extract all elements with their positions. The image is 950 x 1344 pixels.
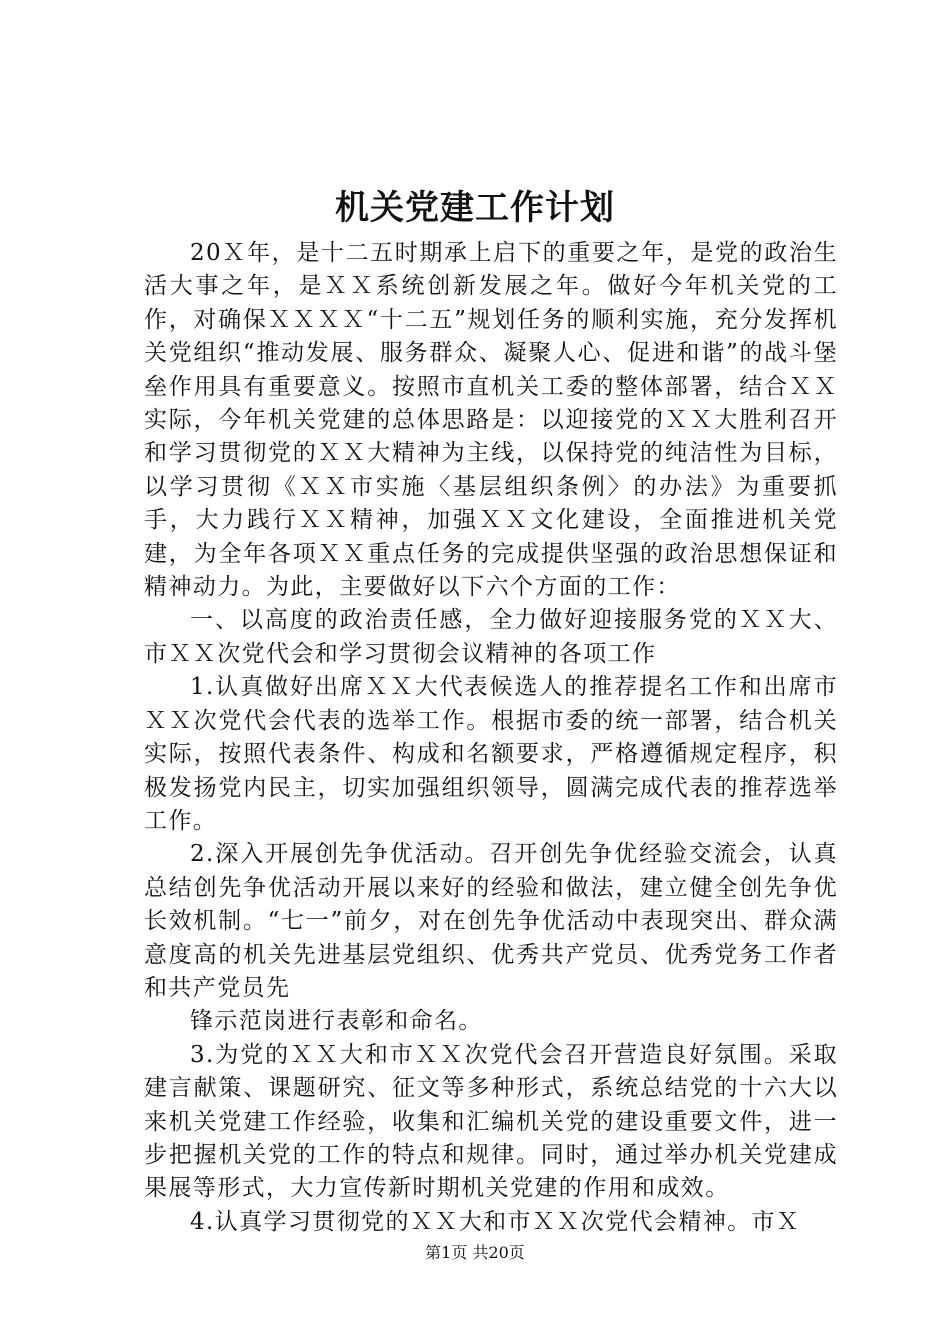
- section-heading-1: 一、以高度的政治责任感，全力做好迎接服务党的ＸＸ大、市ＸＸ次党代会和学习贯彻会议精神的各项工作: [144, 607, 838, 667]
- item-paragraph-2: 2.深入开展创先争优活动。召开创先争优经验交流会，认真总结创先争优活动开展以来好的经验和做法，建立健全创先争优长效机制。“七一”前夕，对在创先争优活动中表现突出、群众满意度高的机关先进基层党组织、优秀共产党员、优秀党务工作者和共产党员先: [144, 841, 838, 1001]
- item-paragraph-4: 4.认真学习贯彻党的ＸＸ大和市ＸＸ次党代会精神。市Ｘ: [190, 1208, 801, 1235]
- page-number: 第1页 共20页: [425, 1243, 525, 1262]
- item-paragraph-2-continued: 锋示范岗进行表彰和命名。: [190, 1008, 483, 1035]
- item-paragraph-1: 1.认真做好出席ＸＸ大代表候选人的推荐提名工作和出席市ＸＸ次党代会代表的选举工作。根据市委的统一部署，结合机关实际，按照代表条件、构成和名额要求，严格遵循规定程序，积极发扬党内民主，切实加强组织领导，圆满完成代表的推荐选举工作。: [144, 674, 838, 834]
- item-paragraph-3: 3.为党的ＸＸ大和市ＸＸ次党代会召开营造良好氛围。采取建言献策、课题研究、征文等多种形式，系统总结党的十六大以来机关党建工作经验，收集和汇编机关党的建设重要文件，进一步把握机关党的工作的特点和规律。同时，通过举办机关党建成果展等形式，大力宣传新时期机关党建的作用和成效。: [144, 1041, 838, 1202]
- intro-paragraph: 20Ｘ年，是十二五时期承上启下的重要之年，是党的政治生活大事之年，是ＸＸ系统创新发展之年。做好今年机关党的工作，对确保ＸＸＸＸ“十二五”规划任务的顺利实施，充分发挥机关党组织“推动发展、服务群众、凝聚人心、促进和谐”的战斗堡垒作用具有重要意义。按照市直机关工委的整体部署，结合ＸＸ实际，今年机关党建的总体思路是：以迎接党的ＸＸ大胜利召开和学习贯彻党的ＸＸ大精神为主线，以保持党的纯洁性为目标，以学习贯彻《ＸＸ市实施〈基层组织条例〉的办法》为重要抓手，大力践行ＸＸ精神，加强ＸＸ文化建设，全面推进机关党建，为全年各项ＸＸ重点任务的完成提供坚强的政治思想保证和精神动力。为此，主要做好以下六个方面的工作：: [144, 240, 838, 601]
- document-title: 机关党建工作计划: [335, 188, 615, 228]
- document-body: [144, 237, 838, 1239]
